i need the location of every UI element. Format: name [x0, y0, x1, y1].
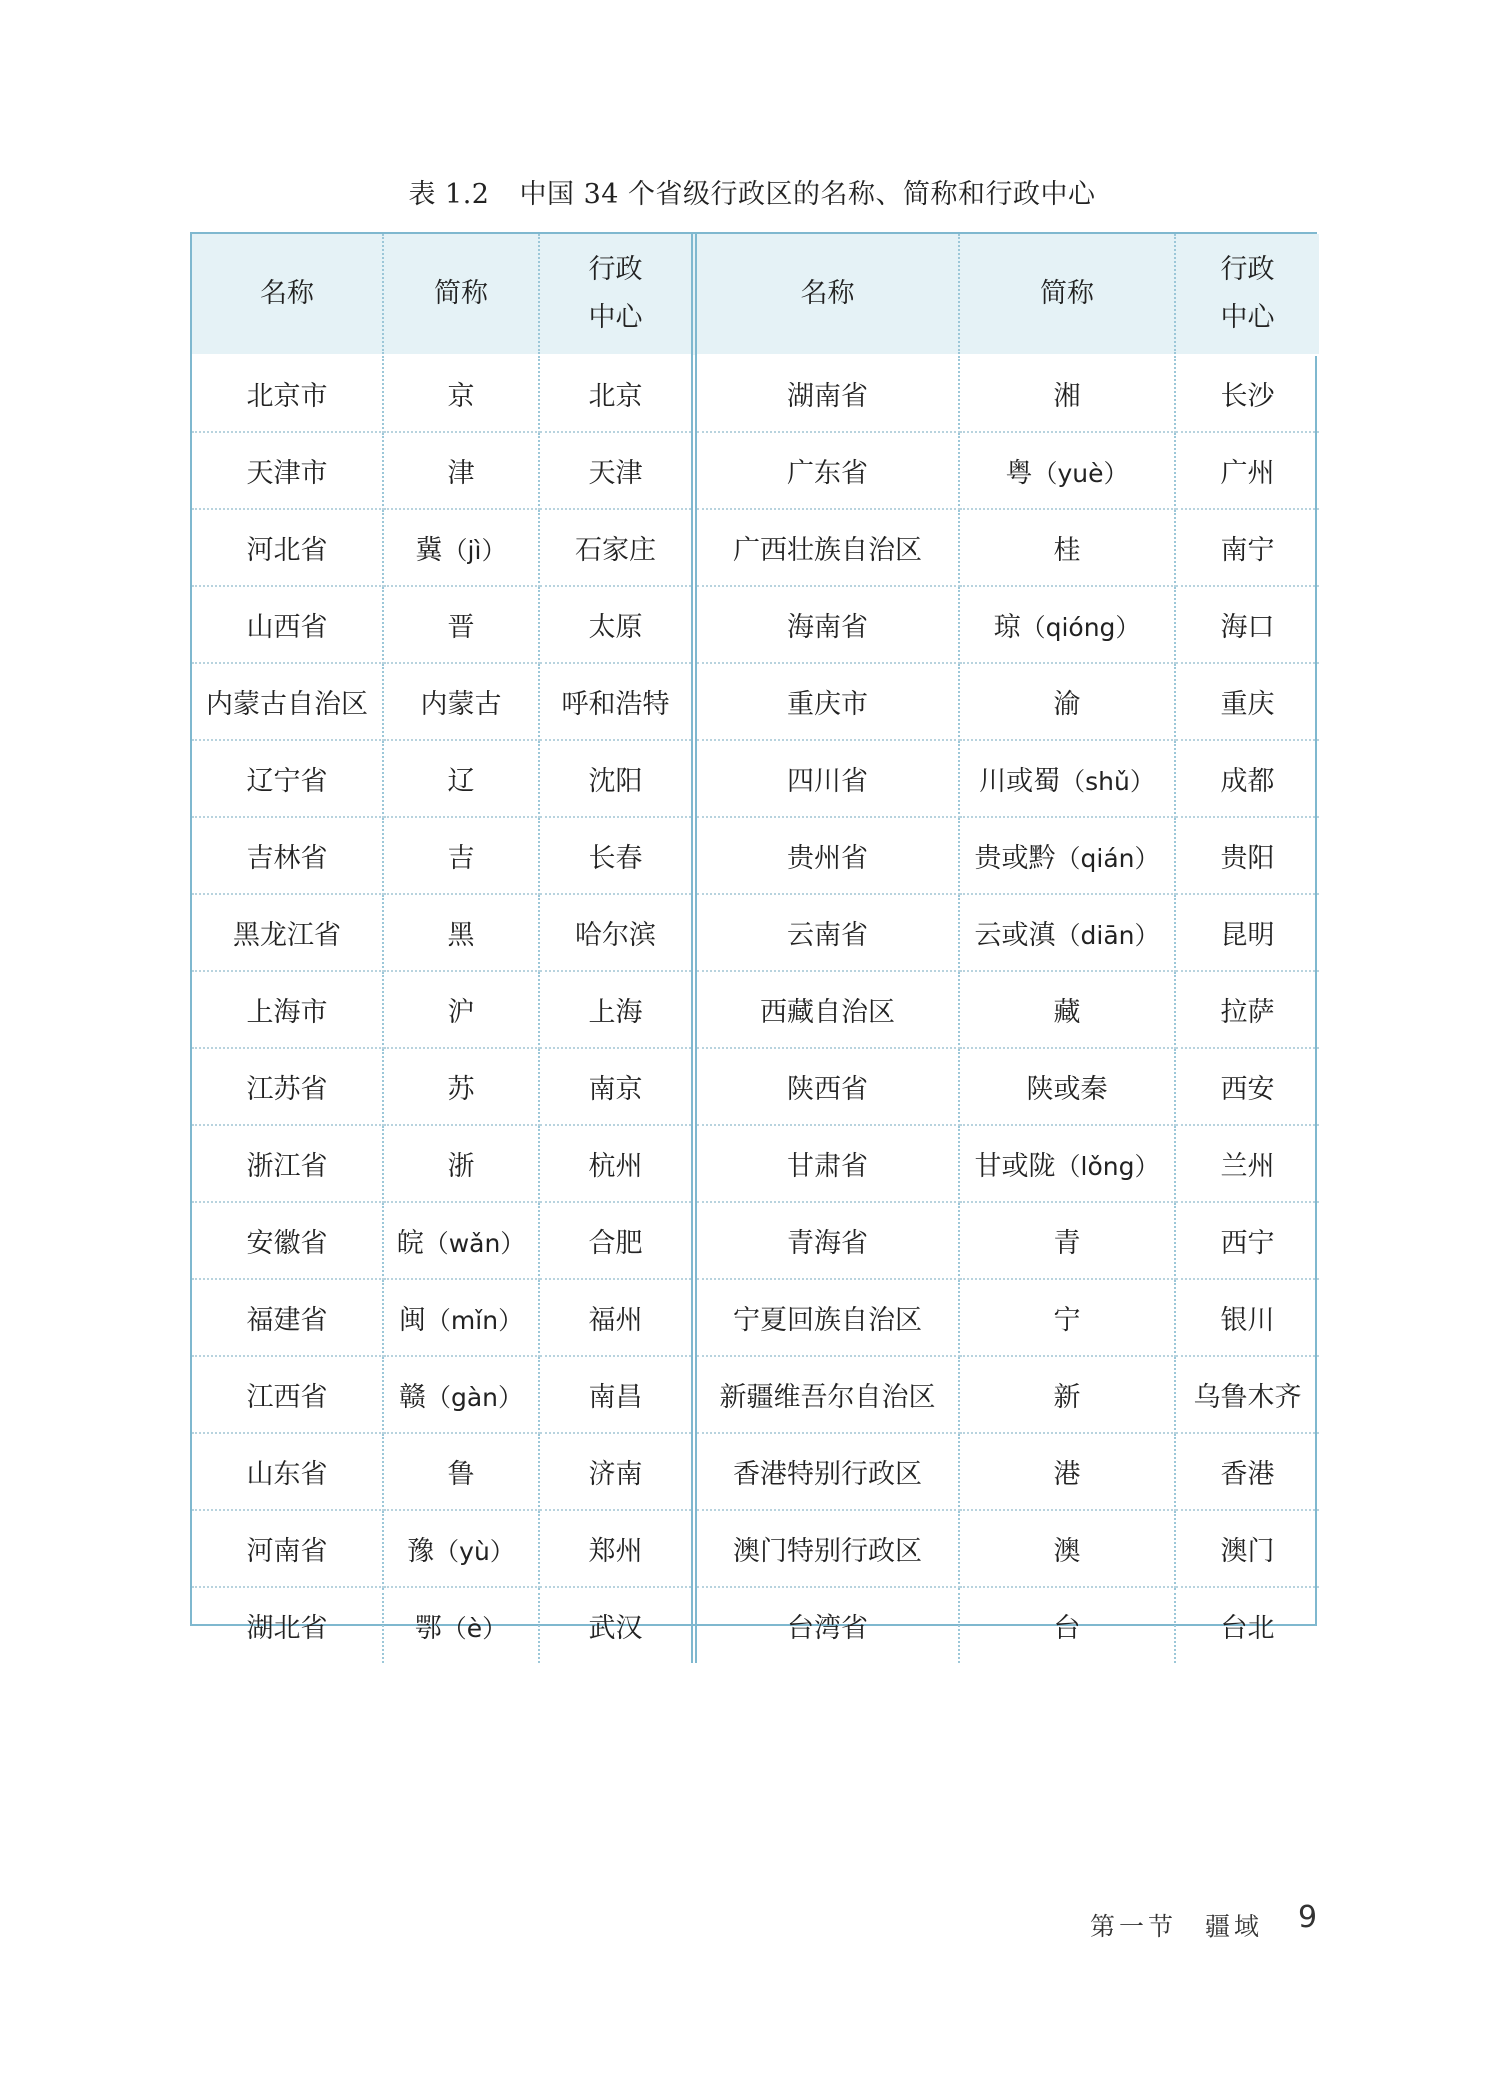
right-abbr-cell: [959, 740, 1175, 817]
right-name-cell: 澳门特别行政区: [694, 1510, 959, 1587]
right-center-cell: 广州: [1175, 432, 1319, 509]
abbr-text: 闽: [398, 1305, 426, 1336]
right-abbr-cell: [959, 1279, 1175, 1356]
right-center-cell: 兰州: [1175, 1125, 1319, 1202]
abbr-text: 皖: [396, 1228, 424, 1259]
right-center-cell: 重庆: [1175, 663, 1319, 740]
right-center-cell: 拉萨: [1175, 971, 1319, 1048]
table-row: [192, 1510, 1319, 1587]
table-row: [192, 1587, 1319, 1663]
abbr-pinyin: （gàn）: [425, 1383, 524, 1412]
abbr-text: 藏: [1053, 997, 1081, 1028]
left-abbr-cell: [383, 432, 539, 509]
right-center-cell: 成都: [1175, 740, 1319, 817]
abbr-text: 吉: [447, 843, 475, 874]
footer-section: 第一节: [1090, 1912, 1178, 1941]
right-name-cell: 西藏自治区: [694, 971, 959, 1048]
table-body: [192, 355, 1319, 1663]
left-center-cell: 沈阳: [539, 740, 694, 817]
abbr-text: 辽: [447, 766, 475, 797]
left-name-cell: 天津市: [192, 432, 383, 509]
table-row: [192, 1356, 1319, 1433]
right-center-cell: 南宁: [1175, 509, 1319, 586]
left-center-cell: 长春: [539, 817, 694, 894]
header-name-left: 名称: [192, 234, 383, 355]
abbr-text: 鲁: [447, 1459, 475, 1490]
page-footer: [1090, 1907, 1263, 1943]
right-abbr-cell: [959, 432, 1175, 509]
right-abbr-cell: [959, 971, 1175, 1048]
table-row: [192, 1433, 1319, 1510]
right-abbr-cell: [959, 1587, 1175, 1663]
left-abbr-cell: [383, 1279, 539, 1356]
table-row: [192, 740, 1319, 817]
right-name-cell: 湖南省: [694, 355, 959, 432]
right-name-cell: 海南省: [694, 586, 959, 663]
right-name-cell: 广东省: [694, 432, 959, 509]
right-center-cell: 银川: [1175, 1279, 1319, 1356]
left-abbr-cell: [383, 1202, 539, 1279]
table-row: [192, 1279, 1319, 1356]
abbr-text: 港: [1053, 1459, 1081, 1490]
left-name-cell: 上海市: [192, 971, 383, 1048]
left-center-cell: 呼和浩特: [539, 663, 694, 740]
right-abbr-cell: [959, 1125, 1175, 1202]
footer-title: 疆域: [1205, 1912, 1264, 1941]
right-abbr-cell: [959, 894, 1175, 971]
abbr-text: 澳: [1053, 1536, 1081, 1567]
left-name-cell: 吉林省: [192, 817, 383, 894]
left-center-cell: 济南: [539, 1433, 694, 1510]
left-name-cell: 河北省: [192, 509, 383, 586]
right-center-cell: 贵阳: [1175, 817, 1319, 894]
abbr-text: 甘或陇: [974, 1151, 1056, 1182]
right-name-cell: 陕西省: [694, 1048, 959, 1125]
right-abbr-cell: [959, 1356, 1175, 1433]
abbr-text: 陕或秦: [1026, 1074, 1108, 1105]
table-title: 中国 34 个省级行政区的名称、简称和行政中心: [519, 179, 1096, 210]
right-abbr-cell: [959, 817, 1175, 894]
left-abbr-cell: [383, 355, 539, 432]
abbr-text: 琼: [993, 612, 1021, 643]
abbr-text: 鄂: [414, 1613, 442, 1644]
abbr-pinyin: （yuè）: [1032, 459, 1129, 488]
abbr-text: 赣: [398, 1382, 426, 1413]
right-name-cell: 甘肃省: [694, 1125, 959, 1202]
left-abbr-cell: [383, 1356, 539, 1433]
left-name-cell: 河南省: [192, 1510, 383, 1587]
table-row: [192, 894, 1319, 971]
right-center-cell: 海口: [1175, 586, 1319, 663]
table-row: [192, 586, 1319, 663]
left-center-cell: 郑州: [539, 1510, 694, 1587]
left-center-cell: 福州: [539, 1279, 694, 1356]
header-center-left: [539, 234, 694, 355]
left-name-cell: 黑龙江省: [192, 894, 383, 971]
abbr-text: 渝: [1053, 689, 1081, 720]
right-name-cell: 宁夏回族自治区: [694, 1279, 959, 1356]
table-row: [192, 1202, 1319, 1279]
left-abbr-cell: [383, 1125, 539, 1202]
abbr-text: 桂: [1053, 535, 1081, 566]
abbr-text: 黑: [447, 920, 475, 951]
abbr-text: 豫: [407, 1536, 435, 1567]
table-row: [192, 432, 1319, 509]
abbr-text: 川或蜀: [979, 766, 1061, 797]
abbr-text: 晋: [447, 612, 475, 643]
abbr-text: 云或滇: [974, 920, 1056, 951]
header-center-left-text: 行政中心: [588, 254, 643, 333]
left-name-cell: 北京市: [192, 355, 383, 432]
right-name-cell: 香港特别行政区: [694, 1433, 959, 1510]
table-header-row: [192, 234, 1319, 355]
left-name-cell: 山西省: [192, 586, 383, 663]
right-name-cell: 新疆维吾尔自治区: [694, 1356, 959, 1433]
right-abbr-cell: [959, 355, 1175, 432]
page-number: 9: [1298, 1900, 1318, 1935]
left-center-cell: 北京: [539, 355, 694, 432]
right-abbr-cell: [959, 663, 1175, 740]
left-center-cell: 天津: [539, 432, 694, 509]
abbr-text: 青: [1053, 1228, 1081, 1259]
left-name-cell: 湖北省: [192, 1587, 383, 1663]
abbr-text: 湘: [1053, 381, 1081, 412]
left-abbr-cell: [383, 894, 539, 971]
left-center-cell: 南京: [539, 1048, 694, 1125]
left-abbr-cell: [383, 817, 539, 894]
header-center-right-text: 行政中心: [1220, 254, 1275, 333]
left-center-cell: 杭州: [539, 1125, 694, 1202]
right-abbr-cell: [959, 1202, 1175, 1279]
abbr-text: 贵或黔: [974, 843, 1056, 874]
left-center-cell: 太原: [539, 586, 694, 663]
right-center-cell: 长沙: [1175, 355, 1319, 432]
right-center-cell: 香港: [1175, 1433, 1319, 1510]
header-center-right: [1175, 234, 1319, 355]
right-center-cell: 澳门: [1175, 1510, 1319, 1587]
abbr-text: 新: [1053, 1382, 1081, 1413]
table-number: 表 1.2: [408, 179, 490, 210]
table-row: [192, 1048, 1319, 1125]
left-name-cell: 福建省: [192, 1279, 383, 1356]
abbr-pinyin: （lǒng）: [1055, 1152, 1160, 1181]
left-name-cell: 浙江省: [192, 1125, 383, 1202]
right-name-cell: 广西壮族自治区: [694, 509, 959, 586]
left-center-cell: 上海: [539, 971, 694, 1048]
right-name-cell: 云南省: [694, 894, 959, 971]
abbr-text: 内蒙古: [420, 689, 502, 720]
abbr-text: 台: [1053, 1613, 1081, 1644]
right-center-cell: 西安: [1175, 1048, 1319, 1125]
left-abbr-cell: [383, 1433, 539, 1510]
left-center-cell: 合肥: [539, 1202, 694, 1279]
left-center-cell: 哈尔滨: [539, 894, 694, 971]
right-name-cell: 四川省: [694, 740, 959, 817]
table-row: [192, 355, 1319, 432]
abbr-text: 苏: [447, 1074, 475, 1105]
left-abbr-cell: [383, 586, 539, 663]
left-abbr-cell: [383, 1587, 539, 1663]
provinces-table: [190, 232, 1317, 1644]
abbr-text: 宁: [1053, 1305, 1081, 1336]
left-abbr-cell: [383, 971, 539, 1048]
abbr-pinyin: （yù）: [434, 1537, 515, 1566]
right-abbr-cell: [959, 1433, 1175, 1510]
right-name-cell: 青海省: [694, 1202, 959, 1279]
left-abbr-cell: [383, 663, 539, 740]
left-name-cell: 辽宁省: [192, 740, 383, 817]
abbr-pinyin: （mǐn）: [425, 1306, 524, 1335]
table-row: [192, 971, 1319, 1048]
abbr-pinyin: （jì）: [442, 536, 507, 565]
right-abbr-cell: [959, 1048, 1175, 1125]
header-abbr-left: 简称: [383, 234, 539, 355]
right-center-cell: 昆明: [1175, 894, 1319, 971]
left-name-cell: 江苏省: [192, 1048, 383, 1125]
right-abbr-cell: [959, 1510, 1175, 1587]
right-name-cell: 重庆市: [694, 663, 959, 740]
left-center-cell: 石家庄: [539, 509, 694, 586]
abbr-text: 津: [447, 458, 475, 489]
header-name-right: 名称: [694, 234, 959, 355]
table-row: [192, 1125, 1319, 1202]
table-row: [192, 663, 1319, 740]
abbr-text: 京: [447, 381, 475, 412]
left-name-cell: 内蒙古自治区: [192, 663, 383, 740]
abbr-pinyin: （qióng）: [1020, 613, 1141, 642]
right-center-cell: 台北: [1220, 1613, 1275, 1644]
abbr-pinyin: （wǎn）: [423, 1229, 526, 1258]
left-abbr-cell: [383, 1048, 539, 1125]
right-center-cell: 乌鲁木齐: [1175, 1356, 1319, 1433]
abbr-pinyin: （è）: [441, 1614, 508, 1643]
table-row: [192, 509, 1319, 586]
left-abbr-cell: [383, 509, 539, 586]
abbr-pinyin: （diān）: [1055, 921, 1160, 950]
left-name-cell: 江西省: [192, 1356, 383, 1433]
left-name-cell: 安徽省: [192, 1202, 383, 1279]
abbr-text: 冀: [415, 535, 443, 566]
abbr-pinyin: （shǔ）: [1060, 767, 1155, 796]
abbr-pinyin: （qián）: [1055, 844, 1160, 873]
right-abbr-cell: [959, 586, 1175, 663]
right-center-cell: 西宁: [1175, 1202, 1319, 1279]
abbr-text: 沪: [447, 997, 475, 1028]
abbr-text: 浙: [447, 1151, 475, 1182]
left-abbr-cell: [383, 740, 539, 817]
left-name-cell: 山东省: [192, 1433, 383, 1510]
table-caption: [0, 172, 1504, 211]
header-abbr-right: 简称: [959, 234, 1175, 355]
right-abbr-cell: [959, 509, 1175, 586]
right-name-cell: 贵州省: [694, 817, 959, 894]
abbr-text: 粤: [1005, 458, 1033, 489]
left-center-cell: 南昌: [539, 1356, 694, 1433]
left-center-cell: 武汉: [539, 1587, 694, 1663]
right-name-cell: 台湾省: [694, 1587, 959, 1663]
table-row: [192, 817, 1319, 894]
left-abbr-cell: [383, 1510, 539, 1587]
